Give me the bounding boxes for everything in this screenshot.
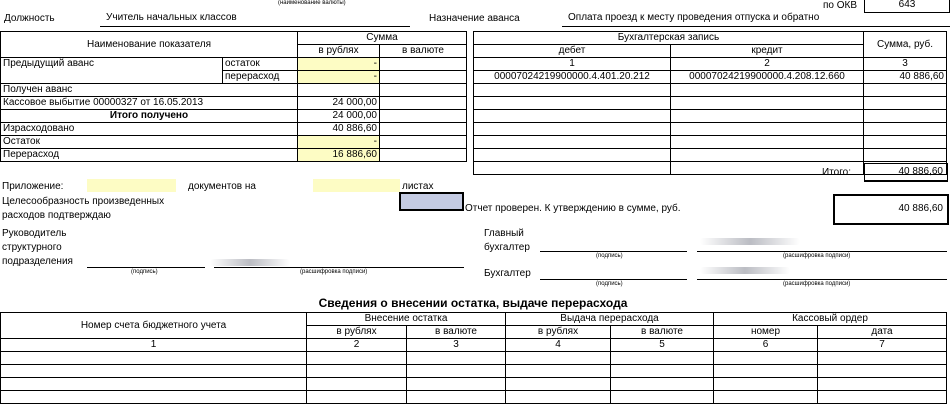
col-sum-header: Сумма, руб. (864, 32, 947, 58)
empty-cell[interactable] (611, 352, 714, 365)
expediency-label-2: расходов подтверждаю (2, 210, 111, 221)
entry-credit[interactable]: 00007024219900000.4.208.12.660 (671, 71, 864, 84)
empty-cell[interactable] (714, 391, 818, 404)
empty-cell[interactable] (864, 136, 947, 149)
empty-cell[interactable] (407, 378, 506, 391)
col-number: 1 (474, 58, 671, 71)
cell-rub[interactable]: - (298, 71, 380, 84)
cell-rub[interactable]: 24 000,00 (298, 97, 380, 110)
col-index: 7 (818, 339, 947, 352)
empty-cell[interactable] (864, 149, 947, 162)
empty-cell[interactable] (671, 110, 864, 123)
empty-cell[interactable] (506, 352, 611, 365)
empty-cell[interactable] (474, 149, 671, 162)
col-number-header: номер (714, 326, 818, 339)
cell-cur[interactable] (380, 149, 467, 162)
total-value: 40 886,60 (864, 163, 948, 182)
cell-cur[interactable] (380, 97, 467, 110)
empty-cell[interactable] (864, 97, 947, 110)
decode-caption: (расшифровка подписи) (300, 269, 368, 275)
col-rub-header: в рублях (307, 326, 407, 339)
row-label: Кассовое выбытие 00000327 от 16.05.2013 (1, 97, 298, 110)
cell-rub[interactable]: - (298, 58, 380, 71)
row-label-total: Итого получено (1, 110, 298, 123)
col-sum-header: Сумма (298, 32, 467, 45)
col-index: 4 (506, 339, 611, 352)
cell-cur[interactable] (380, 136, 467, 149)
empty-cell[interactable] (407, 352, 506, 365)
entry-debit[interactable]: 00007024219900000.4.401.20.212 (474, 71, 671, 84)
accountant-label: Бухгалтер (484, 268, 531, 279)
empty-cell[interactable] (671, 123, 864, 136)
empty-cell[interactable] (474, 123, 671, 136)
col-index: 3 (407, 339, 506, 352)
col-cur-header: в валюте (380, 45, 467, 58)
empty-cell[interactable] (506, 365, 611, 378)
empty-cell[interactable] (818, 352, 947, 365)
cell-rub[interactable]: 40 886,60 (298, 123, 380, 136)
empty-cell[interactable] (506, 378, 611, 391)
purpose-field[interactable]: Оплата проезд к месту проведения отпуска и обратно (562, 12, 950, 27)
empty-cell[interactable] (307, 391, 407, 404)
accountant-signature-line[interactable] (540, 278, 687, 280)
redacted-name (700, 238, 800, 245)
empty-cell[interactable] (474, 110, 671, 123)
empty-cell[interactable] (714, 365, 818, 378)
cell-rub[interactable]: 16 886,60 (298, 149, 380, 162)
position-label: Должность (4, 13, 55, 24)
signature-caption: (подпись) (596, 253, 623, 259)
col-rub-header: в рублях (506, 326, 611, 339)
empty-cell[interactable] (671, 97, 864, 110)
appendix-docs-field[interactable] (87, 179, 176, 192)
signature-caption: (подпись) (596, 281, 623, 287)
col-cur-header: в валюте (407, 326, 506, 339)
redacted-name (210, 259, 290, 266)
empty-cell[interactable] (671, 149, 864, 162)
row-sub-label: остаток (223, 58, 298, 71)
col-index: 2 (307, 339, 407, 352)
head-decode-line[interactable] (214, 266, 464, 268)
col-credit-header: кредит (671, 45, 864, 58)
empty-cell[interactable] (307, 352, 407, 365)
col-rub-header: в рублях (298, 45, 380, 58)
row-label: Получен аванс (1, 84, 298, 97)
col-issue-header: Выдача перерасхода (506, 313, 714, 326)
head-signature-line[interactable] (87, 266, 205, 268)
cell-rub: 24 000,00 (298, 110, 380, 123)
appendix-label: Приложение: (2, 181, 64, 192)
col-index: 6 (714, 339, 818, 352)
row-sub-label: перерасход (223, 71, 298, 84)
docs-label: документов на (188, 181, 256, 192)
col-debit-header: дебет (474, 45, 671, 58)
row-label: Израсходовано (1, 123, 298, 136)
col-number: 3 (864, 58, 947, 71)
signature-caption: (подпись) (131, 269, 158, 275)
row-label: Предыдущий аванс (1, 58, 223, 84)
col-number: 2 (671, 58, 864, 71)
decode-caption: (расшифровка подписи) (783, 253, 851, 259)
position-field[interactable]: Учитель начальных классов (100, 12, 410, 27)
empty-cell[interactable] (671, 84, 864, 97)
empty-cell[interactable] (818, 391, 947, 404)
chief-decode-line[interactable] (697, 250, 947, 252)
chief-label-2: бухгалтер (484, 242, 530, 253)
cell-cur[interactable] (380, 123, 467, 136)
empty-cell[interactable] (864, 84, 947, 97)
col-deposit-header: Внесение остатка (307, 313, 506, 326)
sheets-field[interactable] (313, 179, 400, 192)
empty-cell[interactable] (611, 391, 714, 404)
checked-text: Отчет проверен. К утверждению в сумме, руб. (465, 203, 681, 214)
empty-cell[interactable] (307, 378, 407, 391)
empty-cell[interactable] (1, 378, 307, 391)
cell-cur (380, 110, 467, 123)
empty-cell[interactable] (714, 378, 818, 391)
col-account-header: Номер счета бюджетного учета (1, 313, 307, 339)
empty-cell[interactable] (307, 365, 407, 378)
bottom-title: Сведения о внесении остатка, выдаче перерасхода (318, 296, 628, 310)
indicators-table (0, 31, 467, 162)
empty-cell[interactable] (818, 378, 947, 391)
chief-label-1: Главный (484, 228, 524, 239)
col-cur-header: в валюте (611, 326, 714, 339)
head-label-3: подразделения (2, 256, 73, 267)
empty-cell[interactable] (474, 136, 671, 149)
accounting-table (473, 31, 947, 175)
remainder-table (0, 312, 947, 404)
empty-cell[interactable] (864, 110, 947, 123)
head-label-2: структурного (2, 242, 62, 253)
col-order-header: Кассовый ордер (714, 313, 947, 326)
checked-amount[interactable]: 40 886,60 (833, 194, 949, 225)
empty-cell[interactable] (1, 352, 307, 365)
empty-cell[interactable] (474, 84, 671, 97)
empty-cell[interactable] (1, 391, 307, 404)
sheets-label: листах (402, 181, 434, 192)
empty-cell[interactable] (407, 391, 506, 404)
empty-cell[interactable] (474, 97, 671, 110)
empty-cell[interactable] (671, 136, 864, 149)
cell-rub[interactable] (298, 84, 380, 97)
row-label: Остаток (1, 136, 298, 149)
col-name-header: Наименование показателя (1, 32, 298, 58)
empty-cell[interactable] (611, 378, 714, 391)
decode-caption: (расшифровка подписи) (783, 281, 851, 287)
cell-cur[interactable] (380, 71, 467, 84)
row-label: Перерасход (1, 149, 298, 162)
okv-code: 643 (864, 0, 950, 13)
currency-caption: (наименование валюты) (278, 0, 346, 6)
entry-sum[interactable]: 40 886,60 (864, 71, 947, 84)
empty-cell[interactable] (1, 365, 307, 378)
okv-label: по ОКВ (823, 0, 858, 11)
empty-cell[interactable] (818, 365, 947, 378)
empty-cell[interactable] (474, 162, 671, 175)
accounting-title: Бухгалтерская запись (474, 32, 864, 45)
col-index: 5 (611, 339, 714, 352)
empty-cell[interactable] (714, 352, 818, 365)
chief-signature-line[interactable] (540, 250, 687, 252)
cell-rub[interactable]: - (298, 136, 380, 149)
expediency-signature-field[interactable] (399, 192, 464, 211)
purpose-label: Назначение аванса (429, 13, 520, 24)
empty-cell[interactable] (611, 365, 714, 378)
col-date-header: дата (818, 326, 947, 339)
empty-cell[interactable] (506, 391, 611, 404)
cell-cur[interactable] (380, 84, 467, 97)
accountant-decode-line[interactable] (697, 278, 947, 280)
col-index: 1 (1, 339, 307, 352)
cell-cur[interactable] (380, 58, 467, 71)
redacted-name (700, 267, 790, 274)
empty-cell[interactable] (864, 123, 947, 136)
expediency-label: Целесообразность произведенных (2, 196, 165, 207)
total-label: Итого: (822, 167, 851, 178)
head-label-1: Руководитель (2, 228, 67, 239)
empty-cell[interactable] (407, 365, 506, 378)
